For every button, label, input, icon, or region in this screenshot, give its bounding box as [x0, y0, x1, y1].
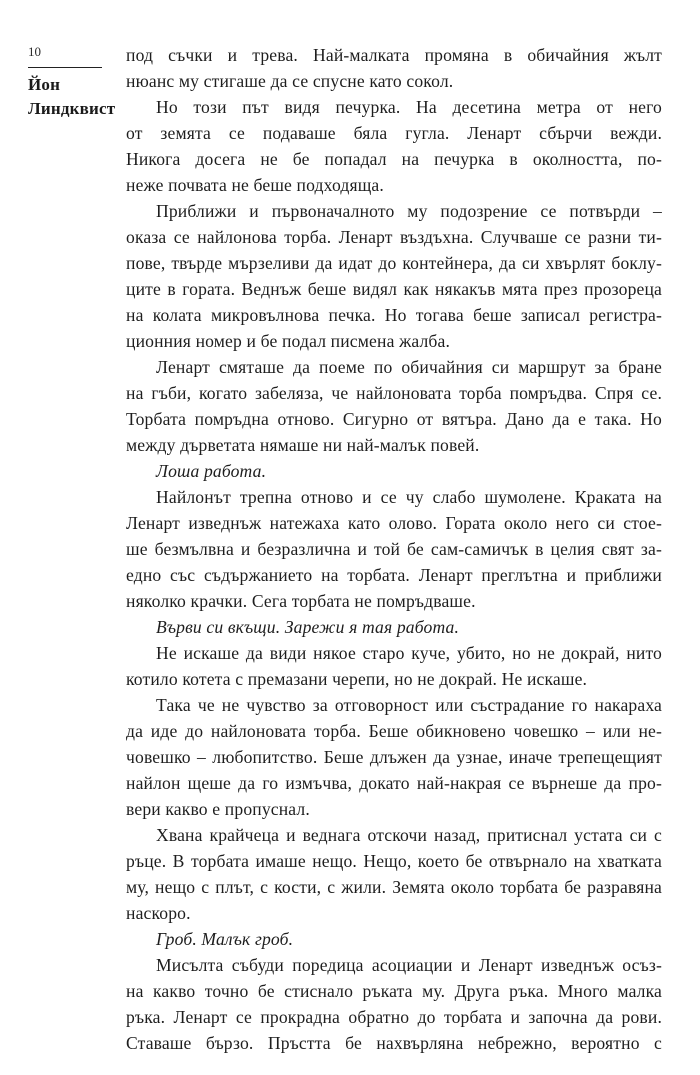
text-line: му, нещо с плът, с кости, с жили. Земята около торбата бе разравяна [126, 877, 662, 897]
text-line: няколко крачки. Сега торбата не помръдваше. [126, 591, 476, 611]
text-line: Ленарт смяташе да поеме по обичайния си маршрут за бране [156, 357, 662, 377]
text-line: ръце. В торбата имаше нещо. Нещо, което бе отвърнало на хватката [126, 851, 662, 871]
author-last-name: Линдквист [28, 99, 116, 118]
text-line: на колата микровълнова печка. Но тогава беше записал регистра- [126, 305, 662, 325]
text-line: Ленарт изведнъж натежаха като олово. Гората около него си стое- [126, 513, 662, 533]
text-line: Не искаше да види някое старо куче, убито, но не докрай, нито [156, 643, 662, 663]
header-rule [28, 67, 102, 68]
author-first-name: Йон [28, 75, 61, 94]
body-text [126, 42, 662, 1056]
text-line: Хвана крайчеца и веднага отскочи назад, притиснал устата си с [156, 825, 662, 845]
text-line: ците в гората. Веднъж беше видял как някакъв мята през прозореца [126, 279, 662, 299]
text-line: вери какво е пропуснал. [126, 799, 310, 819]
text-line: котило котета с премазани черепи, но не докрай. Не искаше. [126, 669, 588, 689]
text-line: пове, твърде мързеливи да идат до контейнера, да си хвърлят боклу- [126, 253, 662, 273]
text-line: Гроб. Малък гроб. [156, 929, 294, 949]
text-line: Лоша работа. [156, 461, 267, 481]
text-line: Върви си вкъщи. Зарежи я тая работа. [156, 617, 460, 637]
text-line: Но този път видя печурка. На десетина метра от него [156, 97, 662, 117]
text-line: под съчки и трева. Най-малката промяна в обичайния жълт [126, 45, 662, 65]
text-line: Найлонът трепна отново и се чу слабо шумолене. Краката на [156, 487, 662, 507]
text-line: найлон щеше да го измъчва, докато най-накрая се върнеше да про- [126, 773, 662, 793]
text-line: Никога досега не бе попадал на печурка в околността, по- [126, 149, 662, 169]
text-line: на какво точно бе стиснало ръката му. Друга ръка. Много малка [126, 981, 662, 1001]
author-name [28, 73, 116, 121]
text-line: оказа се найлонова торба. Ленарт въздъхна. Случваше се разни ти- [126, 227, 662, 247]
text-line: от земята се подаваше бяла гугла. Ленарт сбърчи вежди. [126, 123, 662, 143]
text-line: Така че не чувство за отговорност или състрадание го накараха [156, 695, 662, 715]
text-line: човешко – любопитство. Беше длъжен да узнае, иначе трепещещият [126, 747, 662, 767]
text-line: Ставаше бързо. Пръстта бе нахвърляна небрежно, вероятно с [126, 1033, 662, 1053]
text-line: неже почвата не беше подходяща. [126, 175, 384, 195]
text-line: Мисълта събуди поредица асоциации и Ленарт изведнъж осъз- [156, 955, 662, 975]
text-line: Торбата помръдна отново. Сигурно от вятъра. Дано да е така. Но [126, 409, 662, 429]
text-line: да иде до найлоновата торба. Беше обикновено човешко – или не- [126, 721, 662, 741]
text-line: нюанс му стигаше да се спусне като сокол. [126, 71, 454, 91]
text-line: между дърветата нямаше ни най-малък повей. [126, 435, 480, 455]
text-line: ционния номер и бе подал писмена жалба. [126, 331, 451, 351]
text-line: ръка. Ленарт се прокрадна обратно до торбата и започна да рови. [126, 1007, 662, 1027]
text-line: наскоро. [126, 903, 191, 923]
text-line: на гъби, когато забеляза, че найлоновата торба помръдва. Спря се. [126, 383, 662, 403]
text-line: ше безмълвна и безразлична и той бе сам-самичък в целия свят за- [126, 539, 662, 559]
margin-header [28, 44, 116, 121]
text-line: Приближи и първоначалното му подозрение се потвърди – [156, 201, 662, 221]
page-number: 10 [28, 44, 41, 59]
text-line: едно със съдържанието на торбата. Ленарт преглътна и приближи [126, 565, 662, 585]
